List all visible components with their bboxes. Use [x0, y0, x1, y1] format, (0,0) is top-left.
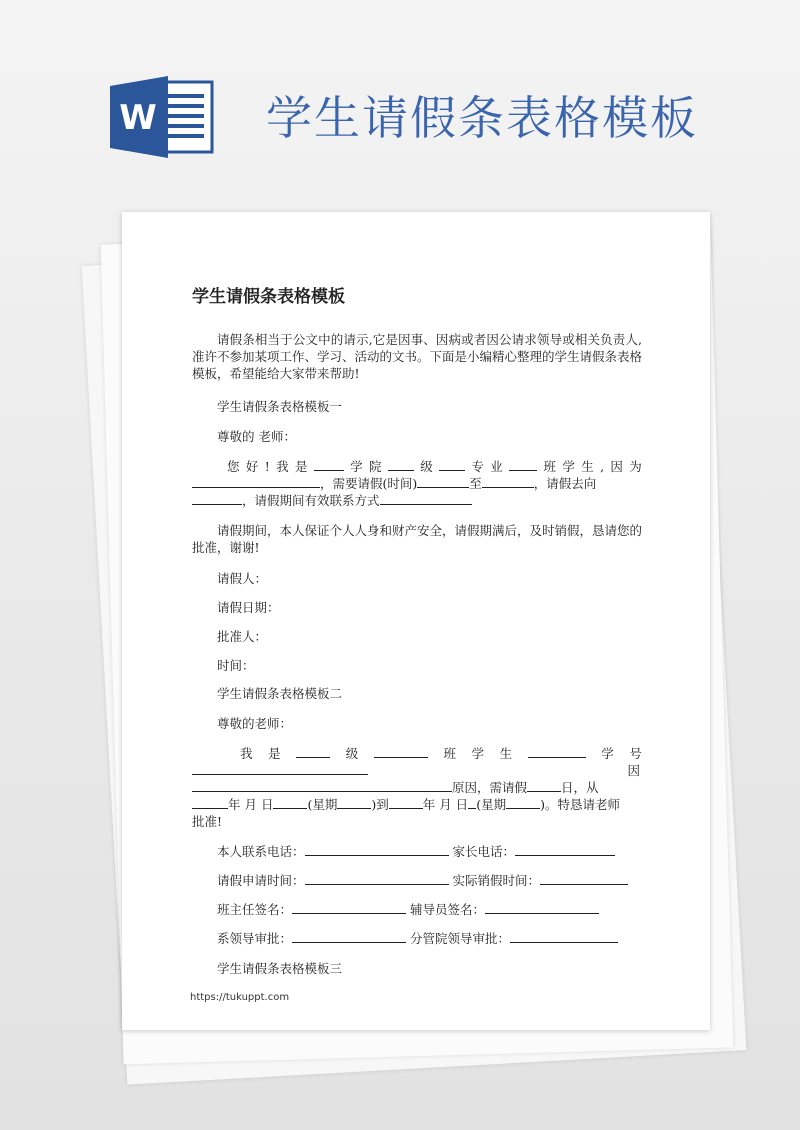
intro-paragraph: 请假条相当于公文中的请示,它是因事、因病或者因公请求领导或相关负责人,准许不参加某项工作、学习、活动的文书。下面是小编精心整理的学生请假条表格模板，希望能给大家带来帮助!: [192, 332, 643, 381]
template-1-heading: 学生请假条表格模板一: [217, 399, 343, 414]
banner-title: 学生请假条表格模板: [266, 91, 698, 145]
row-approvals: 系领导审批： 分管院领导审批：: [217, 930, 618, 947]
field-approver: 批准人：: [217, 629, 268, 644]
document-title: 学生请假条表格模板: [192, 287, 345, 307]
field-applicant: 请假人：: [217, 571, 268, 586]
template-1-greeting: 尊敬的 老师：: [217, 429, 296, 444]
template-2-line-5: 批准!: [192, 814, 223, 829]
svg-text:W: W: [119, 98, 157, 138]
template-3-heading: 学生请假条表格模板三: [217, 961, 343, 976]
row-contact-phone: 本人联系电话： 家长电话：: [217, 843, 615, 860]
field-time: 时间：: [217, 658, 255, 673]
template-1-line-3: ，请假期间有效联系方式: [192, 492, 642, 509]
row-signatures: 班主任签名： 辅导员签名：: [217, 901, 599, 918]
template-2-line-3: 原因，需请假 日，从: [192, 779, 642, 796]
template-1-line-2: ，需要请假(时间) 至 ，请假去向: [192, 475, 642, 492]
template-2-line-2: 因: [192, 762, 642, 779]
template-2-line-4: 年 月 日 (星期 )到 年 月 日 (星期 )。特恳请老师: [192, 796, 642, 813]
word-doc-icon: [108, 76, 216, 158]
source-url: https://tukuppt.com: [190, 992, 290, 1003]
header: [0, 0, 800, 200]
template-1-promise: 请假期间，本人保证个人人身和财产安全，请假期满后，及时销假，恳请您的批准，谢谢!: [192, 523, 643, 555]
field-leave-date: 请假日期：: [217, 600, 280, 615]
row-request-time: 请假申请时间： 实际销假时间：: [217, 872, 628, 889]
template-2-heading: 学生请假条表格模板二: [217, 686, 343, 701]
template-1-line-1: 您 好 ! 我 是 学 院 级 专 业 班 学 生 , 因 为: [227, 459, 642, 474]
template-2-line-1: 我 是 级 班 学 生 学 号: [240, 746, 642, 761]
template-2-greeting: 尊敬的老师：: [217, 716, 293, 731]
document-page: [122, 212, 710, 1030]
